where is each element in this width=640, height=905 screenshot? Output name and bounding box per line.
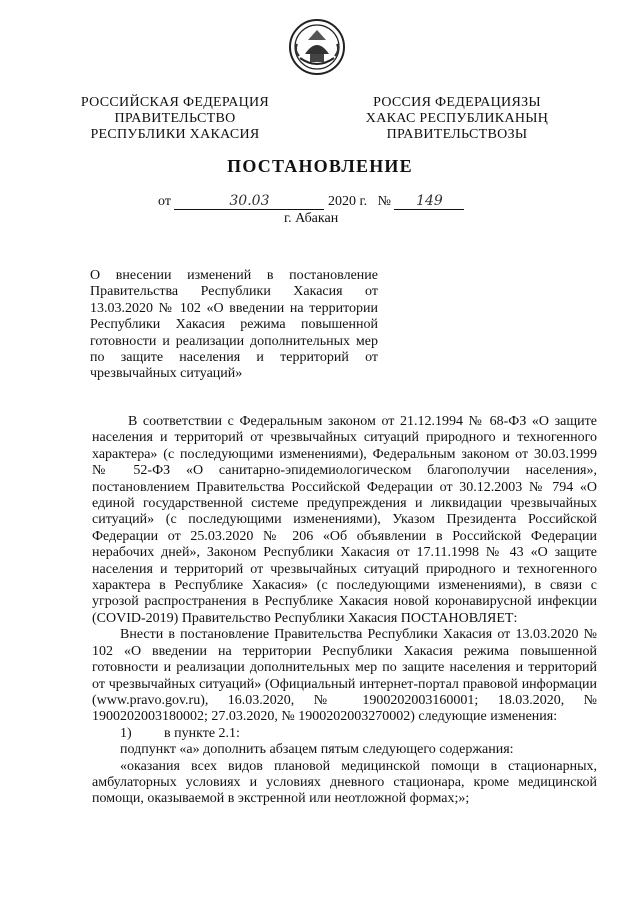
amendment-paragraph: Внести в постановление Правительства Республики Хакасия от 13.03.2020 № 102 «О введении на территории Республики Хакасия режима повышенной готовности и реализации дополнительных мер по защите населения и территорий от чрезвычайных ситуаций» (Официальный интернет-портал правовой информации (www.pravo.gov.ru), 16.03.2020, № 1900202003160001; 18.03.2020, № 1900202003180002; 27.03.2020, № 1900202003270002) следующие изменения: xyxy=(92,627,597,725)
document-subject: О внесении изменений в постановление Правительства Республики Хакасия от 13.03.2020 № 102 «О введении на территории Республики Хакасия режима повышенной готовности и реализации дополнительных мер по защите населения и территорий от чрезвычайных ситуаций» xyxy=(90,268,378,382)
list-item xyxy=(92,726,597,742)
header-left-line: ПРАВИТЕЛЬСТВО xyxy=(114,111,236,126)
header-khakas xyxy=(352,95,562,143)
document-title: ПОСТАНОВЛЕНИЕ xyxy=(227,156,413,176)
date-number-line xyxy=(158,193,464,210)
handwritten-date: 30.03 xyxy=(174,193,324,210)
subitem-paragraph: подпункт «а» дополнить абзацем пятым следующего содержания: xyxy=(120,742,514,758)
number-sign: № xyxy=(377,194,391,209)
header-left-line: РЕСПУБЛИКИ ХАКАСИЯ xyxy=(90,127,260,142)
city: г. Абакан xyxy=(284,211,339,226)
date-prefix: от xyxy=(158,194,171,209)
year-text: 2020 г. xyxy=(327,194,368,209)
item-text: в пункте 2.1: xyxy=(164,725,240,741)
header-left-line: РОССИЙСКАЯ ФЕДЕРАЦИЯ xyxy=(80,95,270,110)
header-right-line: ХАКАС РЕСПУБЛИКАНЫҢ xyxy=(365,111,549,126)
header-right-line: ПРАВИТЕЛЬСТВОЗЫ xyxy=(386,127,528,142)
header-russian xyxy=(70,95,280,143)
item-number: 1) xyxy=(120,725,132,741)
khakassia-coat-of-arms xyxy=(288,18,346,76)
handwritten-number: 149 xyxy=(394,193,464,210)
quoted-text: «оказания всех видов плановой медицинской помощи в стационарных, амбулаторных условиях и условиях дневного стационара, кроме медицинской помощи, оказываемой в экстренной или неотложной формах;»; xyxy=(92,758,597,807)
header-right-line: РОССИЯ ФЕДЕРАЦИЯЗЫ xyxy=(373,95,541,110)
document-body xyxy=(92,414,597,808)
preamble-paragraph: В соответствии с Федеральным законом от 21.12.1994 № 68-ФЗ «О защите населения и территорий от чрезвычайных ситуаций природного и техногенного характера» (с последующими изменениями), Федеральным законом от 30.03.1999 № 52-ФЗ «О санитарно-эпидемиологическом благополучии населения», постановлением Правительства Российской Федерации от 30.12.2003 № 794 «О единой государственной системе предупреждения и ликвидации чрезвычайных ситуаций» (с последующими изменениями), Указом Президента Российской Федерации от 25.03.2020 № 206 «Об объявлении в Российской Федерации нерабочих дней», Законом Республики Хакасия от 17.11.1998 № 43 «О защите населения и территорий от чрезвычайных ситуаций природного и техногенного характера в Республике Хакасия» (с последующими изменениями), в связи с угрозой распространения в Республике Хакасия новой коронавирусной инфекции (COVID-2019) Правительство Республики Хакасия ПОСТАНОВЛЯЕТ: xyxy=(92,414,597,626)
